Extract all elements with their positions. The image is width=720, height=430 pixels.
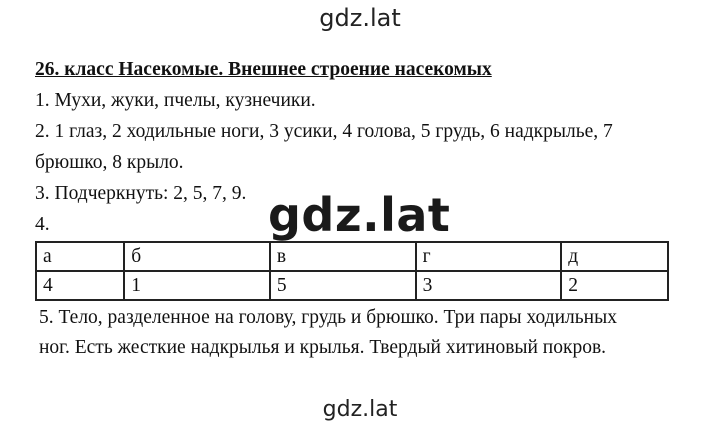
watermark-bottom: gdz.lat: [322, 397, 398, 422]
table-row: [36, 242, 668, 271]
table-cell: 1: [124, 271, 270, 300]
table-row: [36, 271, 668, 300]
answer-3: 3. Подчеркнуть: 2, 5, 7, 9.: [35, 183, 247, 204]
document-title: 26. класс Насекомые. Внешнее строение насекомых: [35, 59, 492, 80]
answer-2-line-2: брюшко, 8 крыло.: [35, 152, 184, 173]
table-cell: г: [416, 242, 562, 271]
watermark-center: gdz.lat: [268, 188, 451, 242]
table-cell: 2: [561, 271, 668, 300]
table-cell: 4: [36, 271, 124, 300]
answer-2-line-1: 2. 1 глаз, 2 ходильные ноги, 3 усики, 4 голова, 5 грудь, 6 надкрылье, 7: [35, 121, 613, 142]
table-cell: б: [124, 242, 270, 271]
answer-1: 1. Мухи, жуки, пчелы, кузнечики.: [35, 90, 316, 111]
answer-4-label: 4.: [35, 214, 50, 235]
answer-5-line-2: ног. Есть жесткие надкрылья и крылья. Твердый хитиновый покров.: [39, 337, 607, 358]
answer-5-line-1: 5. Тело, разделенное на голову, грудь и брюшко. Три пары ходильных: [39, 307, 617, 328]
table-cell: 3: [416, 271, 562, 300]
watermark-top: gdz.lat: [319, 4, 401, 32]
table-cell: в: [270, 242, 416, 271]
table-cell: д: [561, 242, 668, 271]
table-cell: а: [36, 242, 124, 271]
answer-4-table: [35, 241, 669, 301]
table-cell: 5: [270, 271, 416, 300]
